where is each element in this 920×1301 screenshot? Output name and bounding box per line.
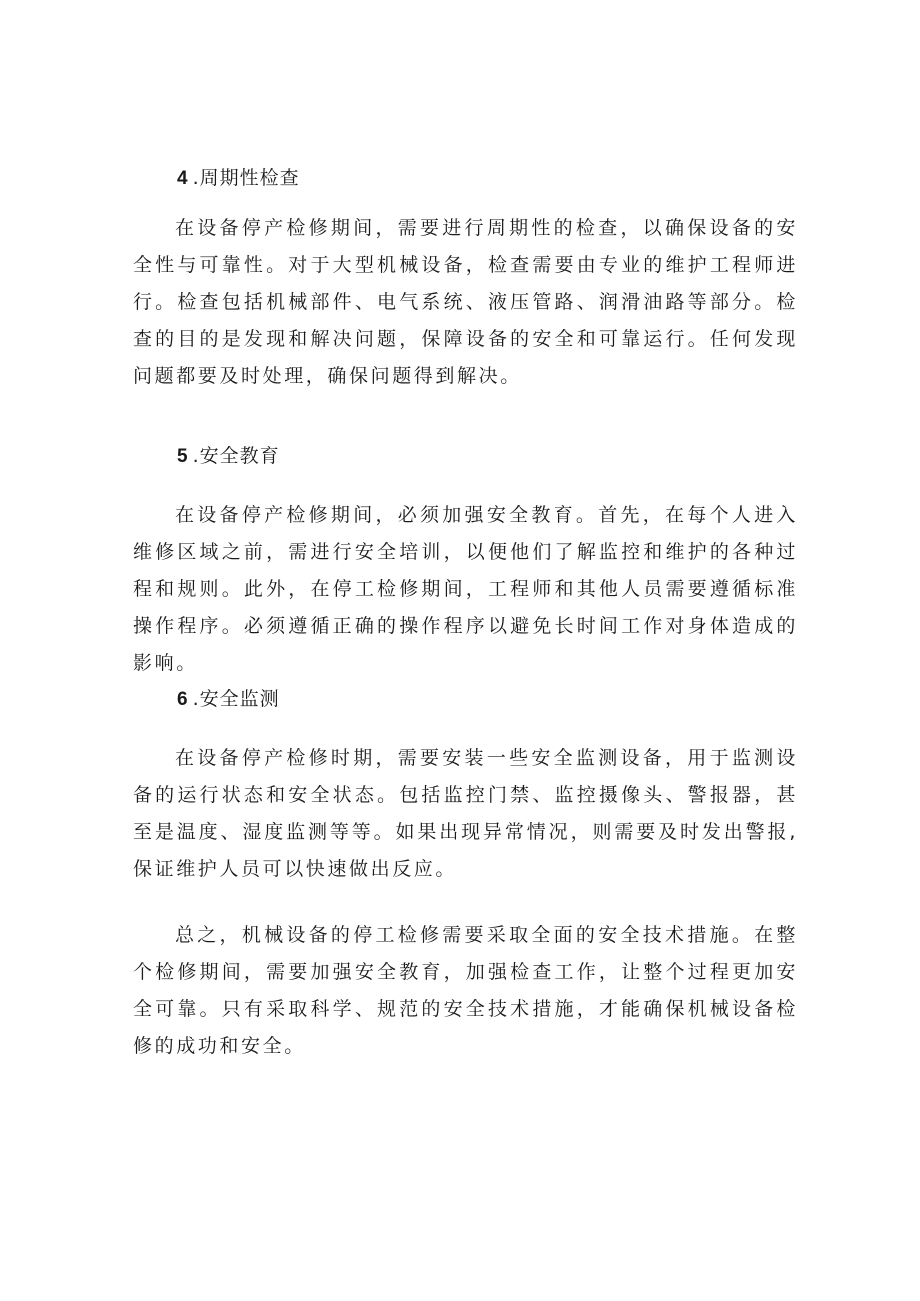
section-title: .安全教育 (192, 445, 280, 467)
section-number: 4 (177, 168, 189, 189)
section-title: .安全监测 (192, 688, 280, 710)
conclusion-paragraph: 总之，机械设备的停工检修需要采取全面的安全技术措施。在整个检修期间，需要加强安全教育，加强检查工作，让整个过程更加安全可靠。只有采取科学、规范的安全技术措施，才能确保机械设备检修的成功和安全。 (133, 924, 798, 1057)
section-paragraph-5: 在设备停产检修期间，必须加强安全教育。首先，在每个人进入维修区域之前，需进行安全培训，以便他们了解监控和维护的各种过程和规则。此外，在停工检修期间，工程师和其他人员需要遵循标准操作程序。必须遵循正确的操作程序以避免长时间工作对身体造成的影响。 (133, 504, 798, 674)
section-paragraph-6: 在设备停产检修时期，需要安装一些安全监测设备，用于监测设备的运行状态和安全状态。包括监控门禁、监控摄像头、警报器，甚至是温度、湿度监测等等。如果出现异常情况，则需要及时发出警报,保证维护人员可以快速做出反应。 (133, 747, 798, 880)
section-number: 5 (177, 446, 189, 467)
section-number: 6 (177, 689, 189, 710)
section-paragraph-4: 在设备停产检修期间，需要进行周期性的检查，以确保设备的安全性与可靠性。对于大型机械设备，检查需要由专业的维护工程师进行。检查包括机械部件、电气系统、液压管路、润滑油路等部分。检查的目的是发现和解决问题，保障设备的安全和可靠运行。任何发现问题都要及时处理，确保问题得到解决。 (133, 217, 798, 387)
section-heading-4 (177, 165, 300, 192)
section-heading-5 (177, 443, 280, 470)
section-title: .周期性检查 (192, 167, 300, 189)
section-heading-6 (177, 686, 280, 713)
